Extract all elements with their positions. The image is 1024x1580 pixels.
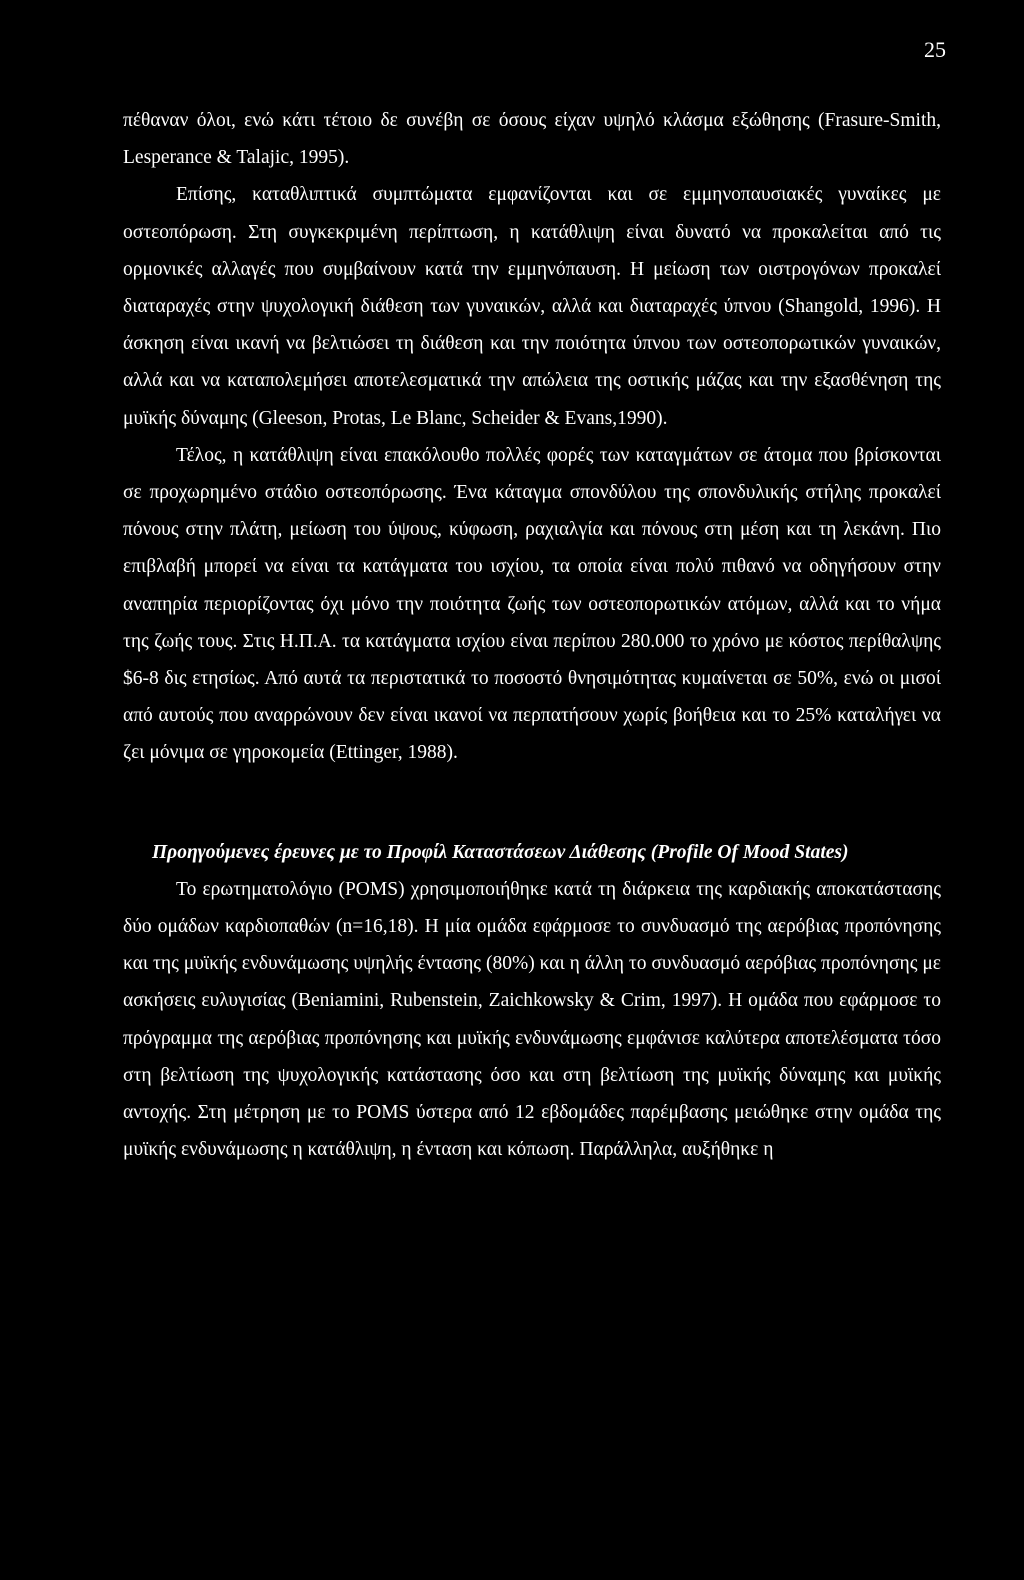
paragraph-menopause-depression: Επίσης, καταθλιπτικά συμπτώματα εμφανίζονται και σε εμμηνοπαυσιακές γυναίκες με οστεοπόρωση. Στη συγκεκριμένη περίπτωση, η κατάθλιψη είναι δυνατό να προκαλείται από τις ορμονικές αλλαγές που συμβαίνουν κατά την εμμηνόπαυση. Η μείωση των οιστρογόνων προκαλεί διαταραχές στην ψυχολογική διάθεση των γυναικών, αλλά και διαταραχές ύπνου (Shangold, 1996). Η άσκηση είναι ικανή να βελτιώσει τη διάθεση και την ποιότητα ύπνου των οστεοπορωτικών γυναικών, αλλά και να καταπολεμήσει αποτελεσματικά την απώλεια της οστικής μάζας και την εξασθένηση της μυϊκής δύναμης (Gleeson, Protas, Le Blanc, Scheider & Evans,1990).	[123, 184, 941, 429]
document-body	[123, 102, 941, 1168]
page-number: 25	[924, 37, 946, 62]
paragraph-poms-research: Το ερωτηματολόγιο (POMS) χρησιμοποιήθηκε κατά τη διάρκεια της καρδιακής αποκατάστασης δύο ομάδων καρδιοπαθών (n=16,18). Η μία ομάδα εφάρμοσε το συνδυασμό της αερόβιας προπόνησης και της μυϊκής ενδυνάμωσης υψηλής έντασης (80%) και η άλλη το συνδυασμό αερόβιας προπόνησης με ασκήσεις ευλυγισίας (Beniamini, Rubenstein, Zaichkowsky & Crim, 1997). Η ομάδα που εφάρμοσε το πρόγραμμα της αερόβιας προπόνησης και μυϊκής ενδυνάμωσης εμφάνισε καλύτερα αποτελέσματα τόσο στη βελτίωση της ψυχολογικής κατάστασης όσο και στη βελτίωση της μυϊκής δύναμης και μυϊκής αντοχής. Στη μέτρηση με το POMS ύστερα από 12 εβδομάδες παρέμβασης μειώθηκε στην ομάδα της μυϊκής ενδυνάμωσης η κατάθλιψη, η ένταση και κόπωση. Παράλληλα, αυξήθηκε η	[123, 878, 941, 1161]
paragraph-fractures-depression: Τέλος, η κατάθλιψη είναι επακόλουθο πολλές φορές των καταγμάτων σε άτομα που βρίσκονται σε προχωρημένο στάδιο οστεοπόρωσης. Ένα κάταγμα σπονδύλου της σπονδυλικής στήλης προκαλεί πόνους στην πλάτη, μείωση του ύψους, κύφωση, ραχιαλγία και πόνους στη μέση και τη λεκάνη. Πιο επιβλαβή μπορεί να είναι τα κατάγματα του ισχίου, τα οποία είναι πολύ πιθανό να οδηγήσουν στην αναπηρία περιορίζοντας όχι μόνο την ποιότητα ζωής των οστεοπορωτικών ατόμων, αλλά και το νήμα της ζωής τους. Στις Η.Π.Α. τα κατάγματα ισχίου είναι περίπου 280.000 το χρόνο με κόστος περίθαλψης $6-8 δις ετησίως. Από αυτά τα περιστατικά το ποσοστό θνησιμότητας κυμαίνεται σε 50%, ενώ οι μισοί από αυτούς που αναρρώνουν δεν είναι ικανοί να περπατήσουν χωρίς βοήθεια και το 25% καταλήγει να ζει μόνιμα σε γηροκομεία (Ettinger, 1988).	[123, 444, 941, 764]
section-heading: Προηγούμενες έρευνες με το Προφίλ Καταστάσεων Διάθεσης (Profile Of Mood States)	[152, 841, 849, 863]
paragraph-continuation: πέθαναν όλοι, ενώ κάτι τέτοιο δε συνέβη σε όσους είχαν υψηλό κλάσμα εξώθησης (Frasure-Smith, Lesperance & Talajic, 1995).	[123, 110, 941, 169]
